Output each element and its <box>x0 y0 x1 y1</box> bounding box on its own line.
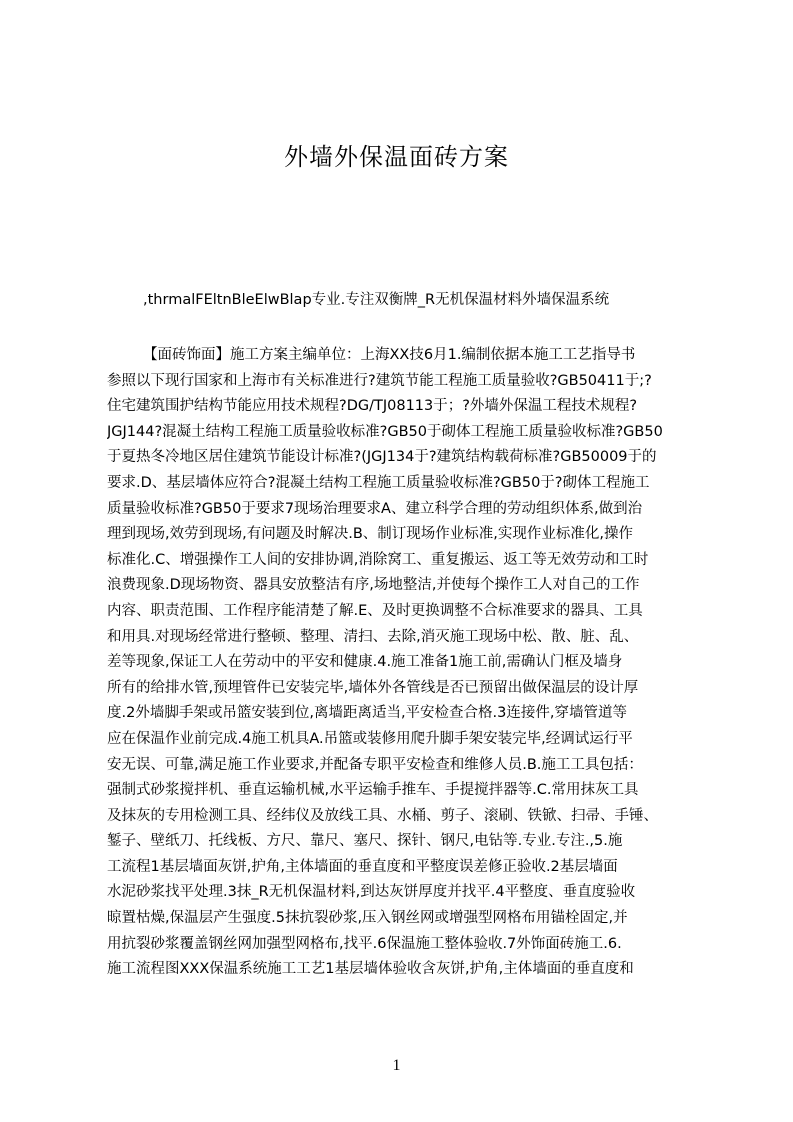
body-line: 标准化.C、增强操作工人间的安排协调,消除窝工、重复搬运、返工等无效劳动和工时 <box>107 551 649 568</box>
body-line: JGJ144?混凝土结构工程施工质量验收标准?GB50于砌体工程施工质量验收标准?GB50 <box>107 423 663 440</box>
page-number: 1 <box>392 1057 401 1074</box>
body-line: 【面砖饰面】施工方案主编单位：上海XX技6月1.编制依据本施工工艺指导书 <box>143 347 636 363</box>
body-line: 要求.D、基层墙体应符合?混凝土结构工程施工质量验收标准?GB50于?砌体工程施工 <box>107 474 650 491</box>
body-line: 晾置枯燥,保温层产生强度.5抹抗裂砂浆,压入钢丝网或增强型网格布用锚栓固定,并 <box>107 910 628 927</box>
body-line: 度.2外墙脚手架或吊篮安装到位,离墙距离适当,平安检查合格.3连接件,穿墙管道等 <box>107 705 627 722</box>
body-line: 工流程1基层墙面灰饼,护角,主体墙面的垂直度和平整度误差修正验收.2基层墙面 <box>107 858 618 875</box>
document-title: 外墙外保温面砖方案 <box>284 143 509 171</box>
body-line: 内容、职责范围、工作程序能清楚了解.E、及时更换调整不合标准要求的器具、工具 <box>107 602 643 619</box>
body-line: 和用具.对现场经常进行整顿、整理、清扫、去除,消灭施工现场中松、散、脏、乱、 <box>107 628 639 645</box>
body-line: 錾子、壁纸刀、托线板、方尺、靠尺、塞尺、探针、钢尺,电钻等.专业.专注.,5.施 <box>107 833 623 850</box>
body-line: 理到现场,效劳到现场,有问题及时解决.B、制订现场作业标准,实现作业标准化,操作 <box>107 526 633 543</box>
body-line: 水泥砂浆找平处理.3抹_R无机保温材料,到达灰饼厚度并找平.4平整度、垂直度验收 <box>107 884 636 901</box>
body-line: 浪费现象.D现场物资、器具安放整洁有序,场地整洁,并使每个操作工人对自己的工作 <box>107 577 640 594</box>
document-body <box>107 343 699 983</box>
body-line: 所有的给排水管,预埋管件已安装完毕,墙体外各管线是否已预留出做保温层的设计厚 <box>107 679 639 696</box>
body-line: 强制式砂浆搅拌机、垂直运输机械,水平运输手推车、手提搅拌器等.C.常用抹灰工具 <box>107 782 639 799</box>
body-line: 施工流程图XXX保温系统施工工艺1基层墙体验收含灰饼,护角,主体墙面的垂直度和 <box>107 961 634 978</box>
body-line: 应在保温作业前完成.4施工机具A.吊篮或装修用爬升脚手架安装完毕,经调试运行平 <box>107 730 633 747</box>
body-line: 于夏热冬冷地区居住建筑节能设计标准?(JGJ134于?建筑结构载荷标准?GB50009于的 <box>107 449 657 466</box>
body-line: 用抗裂砂浆覆盖钢丝网加强型网格布,找平.6保温施工整体验收.7外饰面砖施工.6. <box>107 935 622 952</box>
body-line: 差等现象,保证工人在劳动中的平安和健康.4.施工准备1施工前,需确认门框及墙身 <box>107 654 623 671</box>
body-line: 安无误、可靠,满足施工作业要求,并配备专职平安检查和维修人员.B.施工工具包括： <box>107 756 643 773</box>
body-line: 质量验收标准?GB50于要求7现场治理要求A、建立科学合理的劳动组织体系,做到治 <box>107 500 643 517</box>
body-line: 住宅建筑围护结构节能应用技术规程?DG/TJ08113于；?外墙外保温工程技术规程? <box>107 398 638 415</box>
body-line: 参照以下现行国家和上海市有关标准进行?建筑节能工程施工质量验收?GB50411于;? <box>107 372 652 389</box>
document-subtitle: ,thrmalFEltnBleElwBlap专业.专注双衡牌_R无机保温材料外墙保温系统 <box>143 292 610 308</box>
body-line: 及抹灰的专用检测工具、经纬仪及放线工具、水桶、剪子、滚刷、铁锨、扫帚、手锤、 <box>107 807 658 824</box>
